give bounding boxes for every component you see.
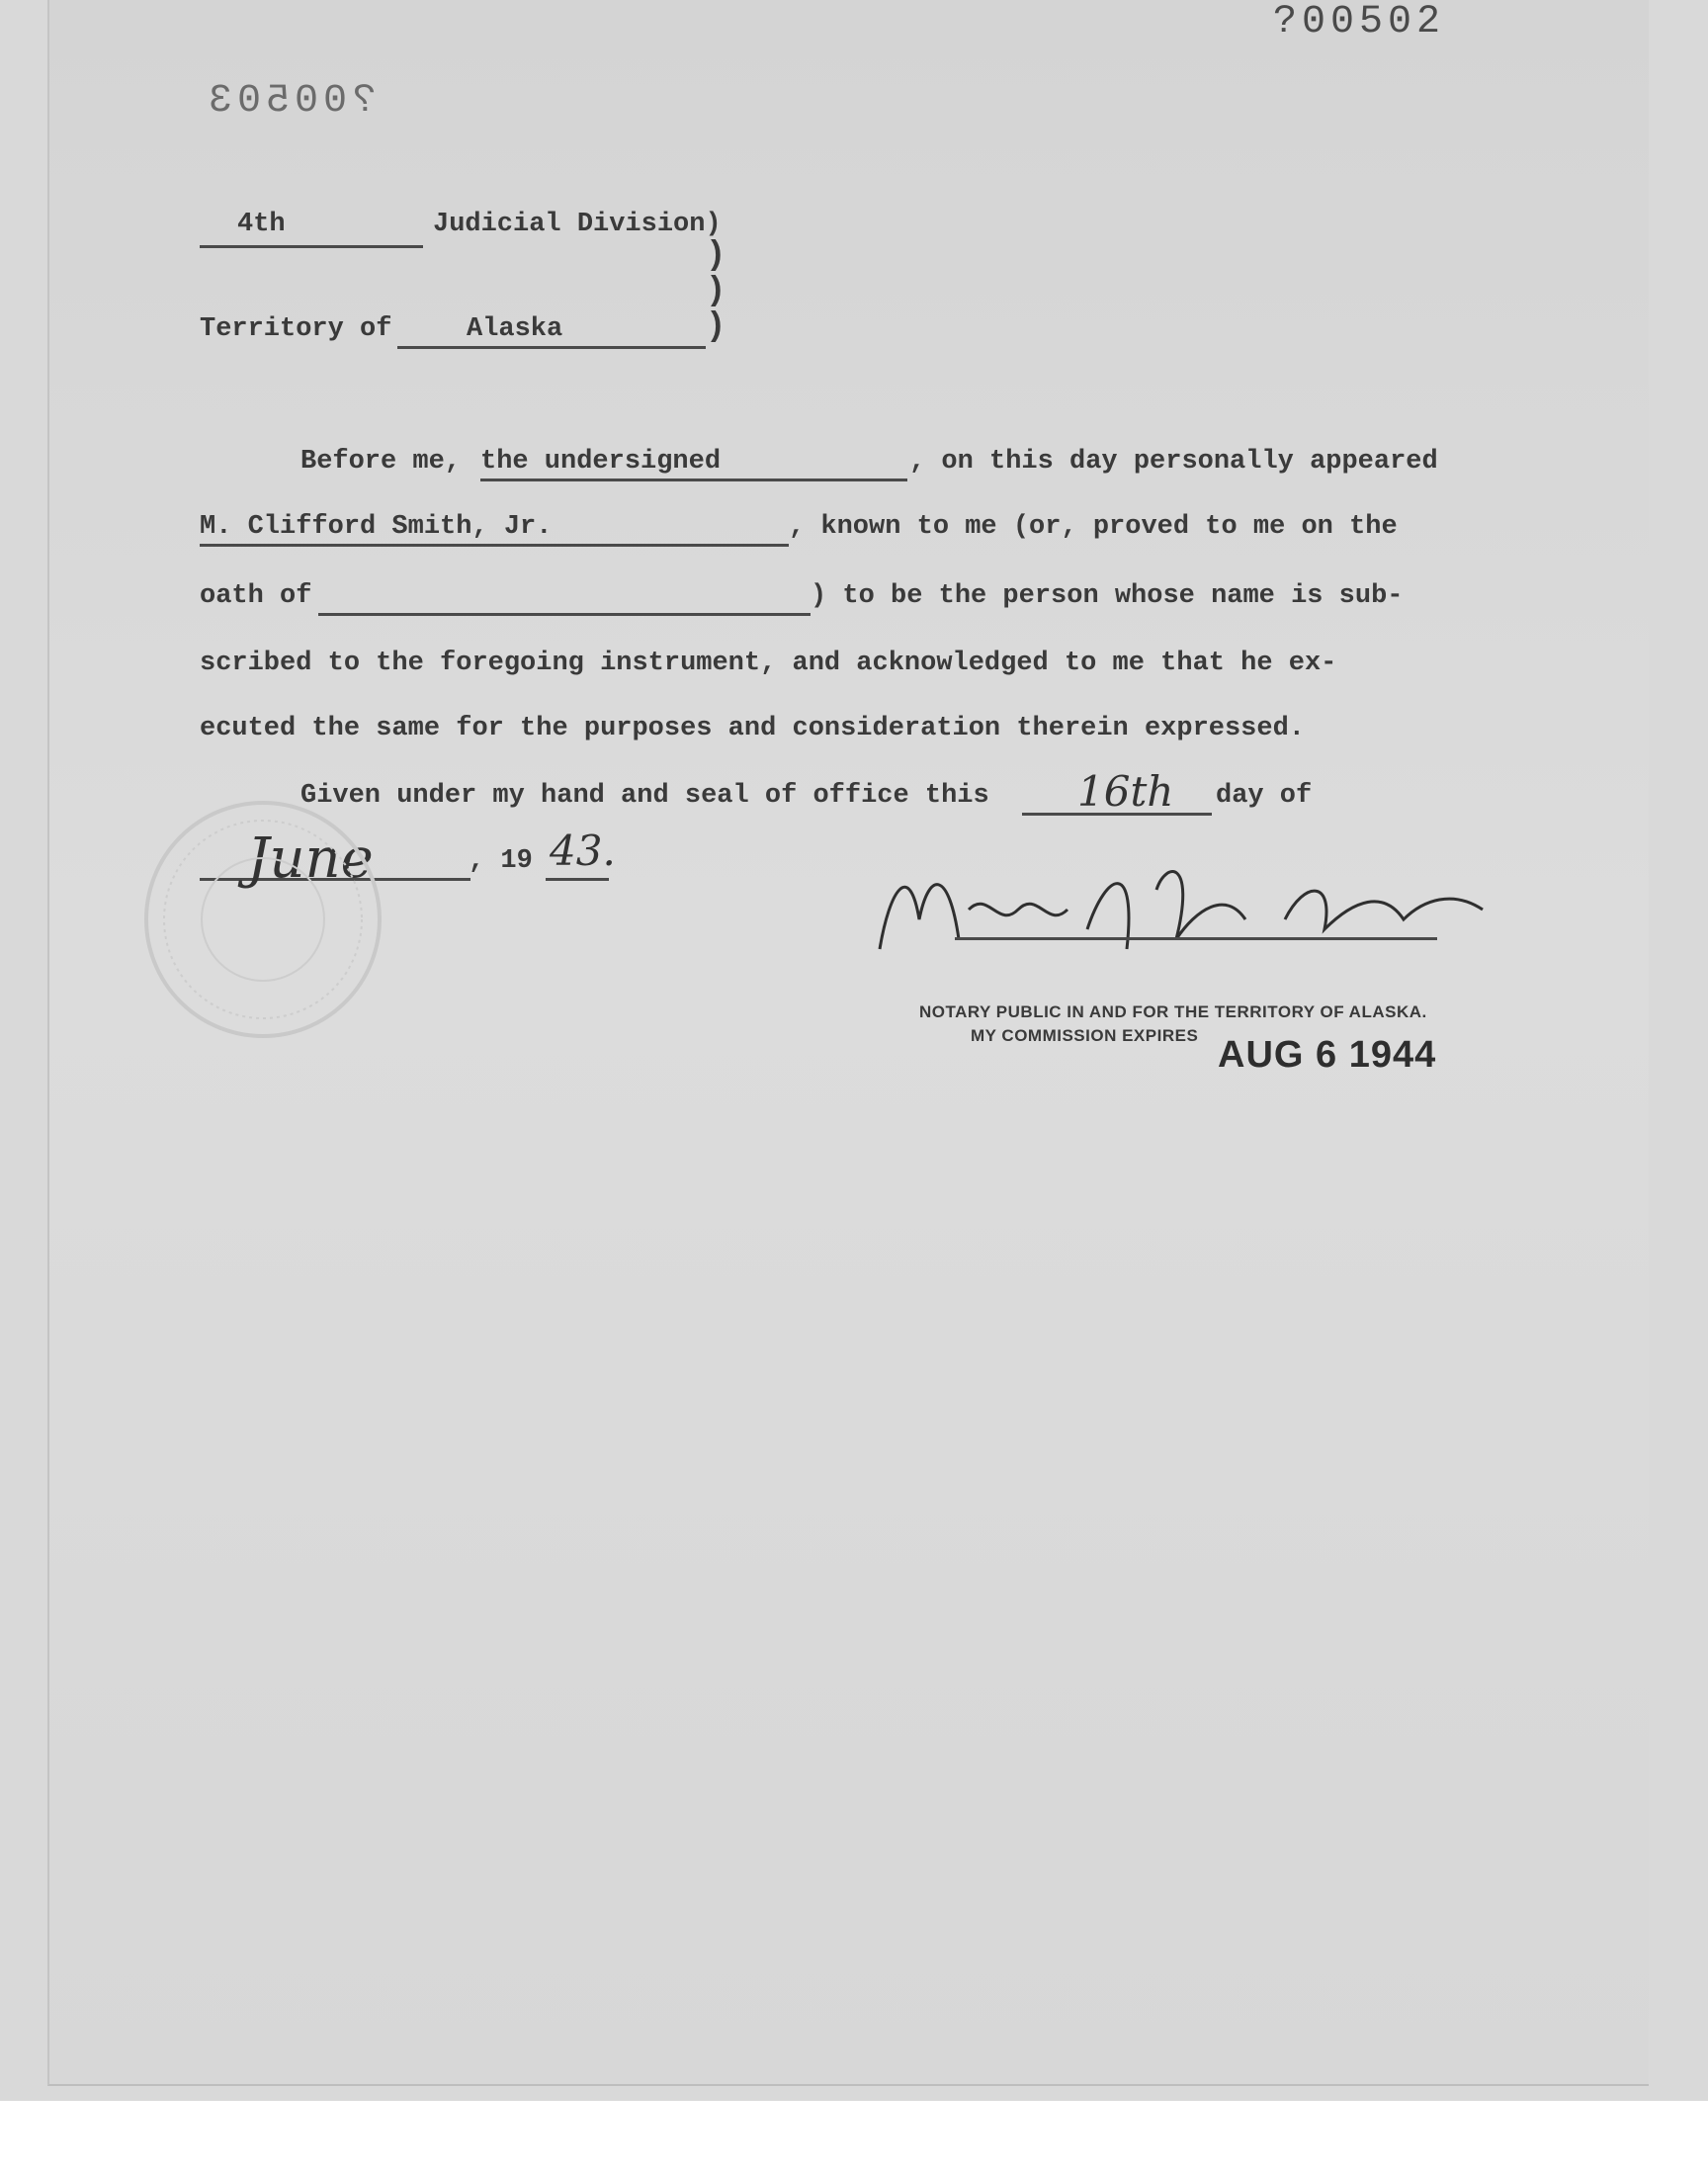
year-underline [546,878,609,881]
body-line-2-end: , known to me (or, proved to me on the [789,512,1398,542]
body-line-6-end: day of [1216,781,1313,811]
body-line-2-fill: M. Clifford Smith, Jr. [200,512,553,542]
body-line-1-start: Before me, [300,447,462,477]
brace-paren: ) [706,273,726,310]
body-line-3-start: oath of [200,581,312,611]
notary-title-line-2: MY COMMISSION EXPIRES [971,1026,1199,1045]
notary-title-line-1: NOTARY PUBLIC IN AND FOR THE TERRITORY OF ALASKA. [919,1002,1427,1021]
stamp-number: ?00502 [1273,0,1446,44]
body-line-3-underline [318,613,811,616]
division-underline [200,245,423,248]
signature-scribble [870,850,1502,969]
document-page [47,0,1649,2086]
brace-paren: ) [706,237,726,275]
stamp-number-mirrored: ?00503 [203,79,376,124]
division-value: 4th [237,210,286,239]
body-line-4: scribed to the foregoing instrument, and acknowledged to me that he ex- [200,649,1337,678]
territory-underline [397,346,706,349]
brace-paren: ) [706,308,726,346]
body-line-1-fill: the undersigned [480,447,722,477]
division-label: Judicial Division) [433,210,722,239]
year-prefix: , 19 [469,846,533,876]
body-line-3-end: ) to be the person whose name is sub- [811,581,1404,611]
year-handwritten: 43. [550,826,616,875]
territory-value: Alaska [467,314,563,344]
month-handwritten: June [247,826,374,891]
territory-label: Territory of [200,314,392,344]
body-line-1-underline [480,478,907,481]
notary-seal [134,791,391,1048]
body-line-5: ecuted the same for the purposes and consideration therein expressed. [200,714,1305,743]
body-line-6-start: Given under my hand and seal of office this [300,781,989,811]
body-line-1-end: , on this day personally appeared [909,447,1438,477]
signature-line [955,937,1437,940]
body-line-2-underline [200,544,789,547]
commission-expiry-date: AUG 6 1944 [1218,1034,1437,1076]
day-handwritten: 16th [1077,767,1174,816]
